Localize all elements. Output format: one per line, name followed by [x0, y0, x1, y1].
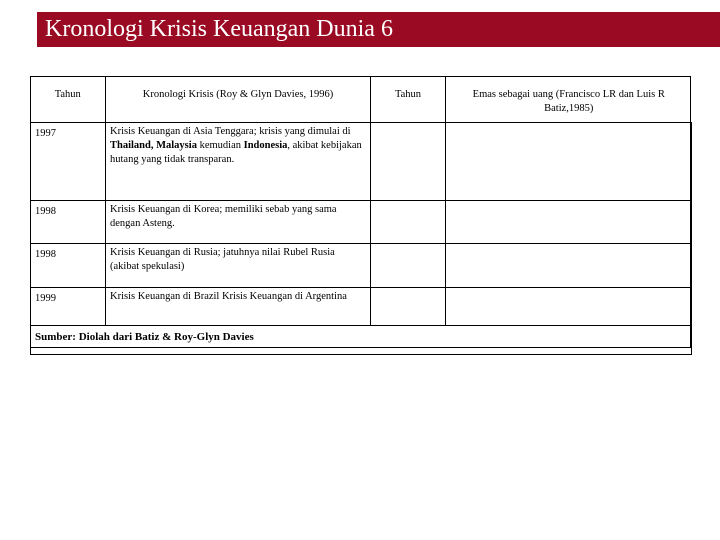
row-year-2 [371, 200, 446, 243]
header-tahun-2: Tahun [371, 76, 446, 122]
table-header-row [31, 76, 692, 122]
row-description: Krisis Keuangan di Rusia; jatuhnya nilai Rubel Rusia (akibat spekulasi) [106, 243, 371, 287]
desc-text: kemudian [196, 139, 244, 151]
table-row [31, 122, 692, 200]
desc-bold: Thailand, Malaysia [110, 139, 197, 151]
row-description: Krisis Keuangan di Brazil Krisis Keuangan di Argentina [106, 287, 371, 325]
row-description [106, 122, 371, 200]
table-row [31, 200, 692, 243]
row-year: 1999 [31, 287, 106, 325]
row-emas [446, 287, 692, 325]
header-tahun: Tahun [31, 76, 106, 122]
row-year: 1998 [31, 243, 106, 287]
desc-text: , akibat kebijakan hutang yang tidak transparan. [110, 139, 362, 165]
header-kronologi: Kronologi Krisis (Roy & Glyn Davies, 1996) [106, 76, 371, 122]
desc-bold: Indonesia [243, 139, 288, 151]
row-emas [446, 200, 692, 243]
source-note: Sumber: Diolah dari Batiz & Roy-Glyn Davies [31, 325, 692, 354]
row-year-2 [371, 122, 446, 200]
desc-text: Krisis Keuangan di Asia Tenggara; krisis yang dimulai di [110, 125, 351, 137]
table-row [31, 243, 692, 287]
slide-title: Kronologi Krisis Keuangan Dunia 6 [45, 16, 393, 42]
row-emas [446, 243, 692, 287]
row-year: 1997 [31, 122, 106, 200]
chronology-table [30, 76, 692, 355]
row-description: Krisis Keuangan di Korea; memiliki sebab yang sama dengan Asteng. [106, 200, 371, 243]
header-emas: Emas sebagai uang (Francisco LR dan Luis R Batiz,1985) [446, 76, 692, 122]
row-year-2 [371, 243, 446, 287]
title-bar [37, 12, 720, 47]
source-row [31, 325, 692, 354]
row-year-2 [371, 287, 446, 325]
row-year: 1998 [31, 200, 106, 243]
table-row [31, 287, 692, 325]
row-emas [446, 122, 692, 200]
